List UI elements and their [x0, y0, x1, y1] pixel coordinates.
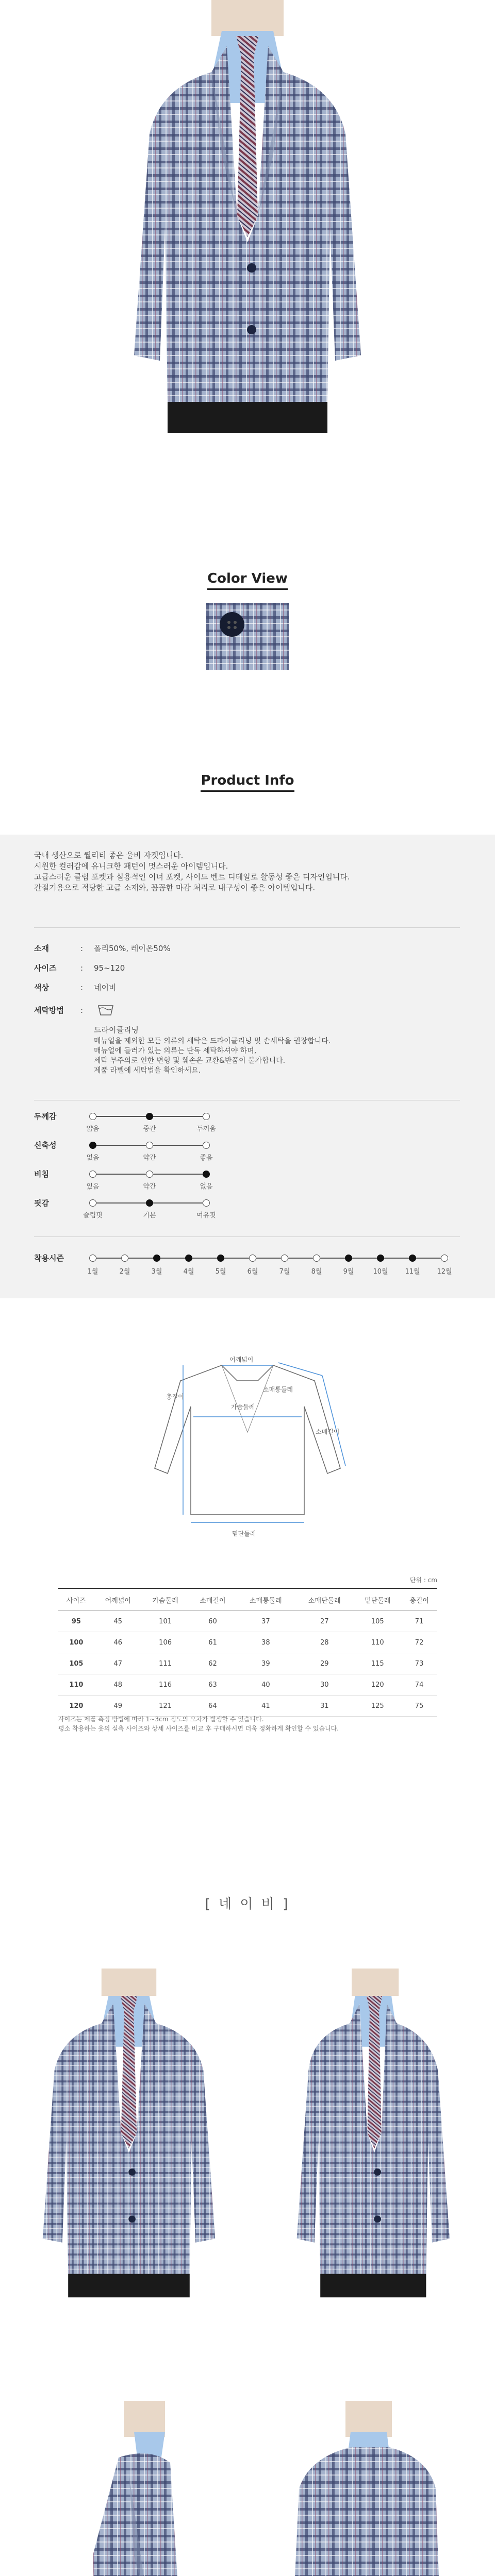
size-table-cell: 106 [142, 1632, 189, 1653]
size-table-cell: 63 [189, 1674, 237, 1696]
spec-key: 사이즈 [34, 963, 57, 973]
scale-dot [89, 1199, 96, 1207]
scale-option-label: 중간 [143, 1125, 156, 1133]
spec-size: 사이즈 : 95~120 [34, 963, 125, 973]
size-table-row [58, 1696, 437, 1717]
product-info-section [0, 773, 495, 792]
description-line: 고급스러운 클럽 포켓과 실용적인 이너 포켓, 사이드 벤트 디테일로 활동성 좋은 디자인입니다. [34, 872, 350, 882]
scale-label: 핏감 [34, 1198, 49, 1208]
spec-value: 95~120 [94, 963, 125, 973]
back-view-photo [278, 2401, 454, 2576]
season-track [93, 1258, 444, 1259]
size-table-cell: 41 [236, 1696, 295, 1717]
season-dot [217, 1255, 224, 1262]
side-view-photo [57, 2401, 211, 2576]
scale-option-label: 약간 [143, 1154, 156, 1162]
scale-dot [203, 1142, 210, 1149]
size-table-header: 어깨넓이 [94, 1588, 142, 1611]
front-view-photo [31, 1963, 227, 2303]
season-dot [441, 1255, 448, 1262]
scale-option-label: 약간 [143, 1183, 156, 1191]
size-table-cell: 61 [189, 1632, 237, 1653]
season-month-label: 9월 [343, 1268, 354, 1276]
season-month-label: 2월 [119, 1268, 130, 1276]
size-table-cell: 40 [236, 1674, 295, 1696]
size-table-cell: 120 [354, 1674, 401, 1696]
divider [34, 927, 460, 928]
size-table-cell: 45 [94, 1611, 142, 1632]
product-description [34, 850, 350, 893]
size-table-cell: 60 [189, 1611, 237, 1632]
scale-dot [146, 1171, 153, 1178]
scale-dot [89, 1142, 96, 1149]
size-table-cell: 37 [236, 1611, 295, 1632]
size-table-cell: 100 [58, 1632, 94, 1653]
scale-dot [203, 1199, 210, 1207]
product-info-heading: Product Info [201, 773, 294, 792]
size-table-cell: 39 [236, 1653, 295, 1674]
size-table-header: 소매길이 [189, 1588, 237, 1611]
size-table-cell: 73 [401, 1653, 437, 1674]
size-table-cell: 111 [142, 1653, 189, 1674]
spec-key: 색상 [34, 983, 49, 992]
size-note: 평소 착용하는 옷의 실측 사이즈와 상세 사이즈를 비교 후 구매하시면 더욱 정확하게 확인할 수 있습니다. [58, 1725, 339, 1732]
scale-dot [203, 1113, 210, 1120]
size-table-cell: 31 [295, 1696, 354, 1717]
size-table-cell: 105 [354, 1611, 401, 1632]
scale-option-label: 얇음 [86, 1125, 100, 1133]
laundry-title: 드라이클리닝 [94, 1025, 139, 1035]
size-table-cell: 101 [142, 1611, 189, 1632]
size-table-cell: 120 [58, 1696, 94, 1717]
fabric-swatch [206, 603, 289, 670]
spec-color: 색상 : 네이비 [34, 983, 117, 992]
divider [34, 1236, 460, 1237]
label-total-length: 총길이 [166, 1393, 184, 1400]
season-month-label: 7월 [279, 1268, 290, 1276]
season-dot [185, 1255, 192, 1262]
season-dot [409, 1255, 416, 1262]
size-table-header: 소매단둘레 [295, 1588, 354, 1611]
scale-label: 신축성 [34, 1141, 57, 1150]
season-label: 착용시즌 [34, 1253, 64, 1263]
color-view-heading: Color View [207, 571, 288, 590]
season-dot [345, 1255, 352, 1262]
size-table-cell: 95 [58, 1611, 94, 1632]
spec-laundry: 세탁방법 : [34, 1002, 115, 1019]
season-month-label: 6월 [247, 1268, 258, 1276]
size-table-cell: 72 [401, 1632, 437, 1653]
laundry-line: 제품 라벨에 세탁법을 확인하세요. [94, 1066, 201, 1075]
measurement-diagram [144, 1350, 351, 1530]
season-month-label: 5월 [215, 1268, 226, 1276]
size-table-cell: 38 [236, 1632, 295, 1653]
spec-value: 네이비 [94, 983, 117, 992]
size-table-cell: 110 [354, 1632, 401, 1653]
label-shoulder: 어깨넓이 [229, 1356, 254, 1363]
laundry-line: 세탁 부주의로 인한 변형 및 훼손은 교환&반품이 불가합니다. [94, 1057, 286, 1065]
spec-material: 소재 : 폴리50%, 레이온50% [34, 944, 171, 953]
scale-dot [146, 1199, 153, 1207]
size-table-cell: 64 [189, 1696, 237, 1717]
scale-label: 비침 [34, 1170, 49, 1179]
label-chest: 가슴둘레 [231, 1403, 255, 1411]
size-table-cell: 30 [295, 1674, 354, 1696]
spec-key: 세탁방법 [34, 1005, 64, 1015]
scale-option-label: 슬림핏 [83, 1212, 103, 1219]
size-table-cell: 62 [189, 1653, 237, 1674]
size-table-row [58, 1611, 437, 1632]
season-dot [121, 1255, 128, 1262]
size-table [58, 1588, 437, 1717]
size-table-header: 밑단둘레 [354, 1588, 401, 1611]
size-table-cell: 27 [295, 1611, 354, 1632]
season-month-label: 1월 [87, 1268, 98, 1276]
size-table-cell: 74 [401, 1674, 437, 1696]
scale-dot [146, 1142, 153, 1149]
size-table-row [58, 1674, 437, 1696]
size-table-cell: 71 [401, 1611, 437, 1632]
season-dot [249, 1255, 256, 1262]
scale-dot [203, 1171, 210, 1178]
season-month-label: 4월 [183, 1268, 194, 1276]
laundry-line: 매뉴얼을 제외한 모든 의류의 세탁은 드라이클리닝 및 손세탁을 권장합니다. [94, 1037, 331, 1045]
label-sleeve-length: 소매길이 [316, 1428, 340, 1435]
label-hem: 밑단둘레 [232, 1530, 256, 1537]
size-table-cell: 75 [401, 1696, 437, 1717]
label-sleeve-hem: 소매통둘레 [263, 1386, 293, 1393]
description-line: 국내 생산으로 퀄리티 좋은 울비 자켓입니다. [34, 851, 184, 860]
size-table-cell: 110 [58, 1674, 94, 1696]
season-dot [281, 1255, 288, 1262]
size-table-cell: 115 [354, 1653, 401, 1674]
size-table-cell: 125 [354, 1696, 401, 1717]
description-line: 시원한 컬러감에 유니크한 패턴이 멋스러운 아이템입니다. [34, 861, 228, 871]
scale-dot [89, 1171, 96, 1178]
laundry-details [94, 1025, 331, 1076]
wash-tub-icon [96, 1002, 115, 1019]
hero-jacket-photo [119, 0, 376, 433]
season-month-label: 11월 [405, 1268, 420, 1276]
size-table-cell: 46 [94, 1632, 142, 1653]
scale-option-label: 좋음 [200, 1154, 213, 1162]
season-dot [313, 1255, 320, 1262]
size-table-cell: 116 [142, 1674, 189, 1696]
size-table-cell: 47 [94, 1653, 142, 1674]
season-month-label: 10월 [373, 1268, 388, 1276]
color-name-label: [ 네 이 비 ] [205, 1896, 290, 1912]
description-line: 간절기용으로 적당한 고급 소재와, 꼼꼼한 마감 처리로 내구성이 좋은 아이템입니다. [34, 883, 316, 892]
size-table-cell: 28 [295, 1632, 354, 1653]
scale-label: 두께감 [34, 1112, 57, 1121]
size-unit: 단위 : cm [409, 1577, 437, 1584]
season-dot [153, 1255, 160, 1262]
season-dot [377, 1255, 384, 1262]
spec-value: 폴리50%, 레이온50% [94, 944, 171, 953]
size-table-cell: 29 [295, 1653, 354, 1674]
scale-option-label: 없음 [200, 1183, 213, 1191]
size-table-header: 총길이 [401, 1588, 437, 1611]
size-table-cell: 49 [94, 1696, 142, 1717]
scale-option-label: 있음 [86, 1183, 100, 1191]
scale-dot [146, 1113, 153, 1120]
scale-dot [89, 1113, 96, 1120]
season-month-label: 12월 [437, 1268, 452, 1276]
size-table-cell: 105 [58, 1653, 94, 1674]
size-table-header: 가슴둘레 [142, 1588, 189, 1611]
size-table-row [58, 1632, 437, 1653]
size-table-row [58, 1653, 437, 1674]
size-table-header: 사이즈 [58, 1588, 94, 1611]
season-month-label: 3월 [151, 1268, 162, 1276]
scale-option-label: 없음 [86, 1154, 100, 1162]
scale-option-label: 기본 [143, 1212, 156, 1219]
season-dot [89, 1255, 96, 1262]
size-table-cell: 121 [142, 1696, 189, 1717]
scale-option-label: 여유핏 [196, 1212, 216, 1219]
size-table-header: 소매통둘레 [236, 1588, 295, 1611]
laundry-line: 매뉴얼에 들러가 있는 의류는 단독 세탁하셔야 하며, [94, 1047, 257, 1055]
season-month-label: 8월 [311, 1268, 322, 1276]
size-note: 사이즈는 제품 측정 방법에 따라 1~3cm 정도의 오차가 발생할 수 있습니다. [58, 1716, 264, 1723]
color-view-section [0, 571, 495, 590]
scale-option-label: 두꺼움 [196, 1125, 216, 1133]
spec-key: 소재 [34, 944, 49, 953]
size-table-cell: 48 [94, 1674, 142, 1696]
angled-view-photo [273, 1963, 469, 2303]
